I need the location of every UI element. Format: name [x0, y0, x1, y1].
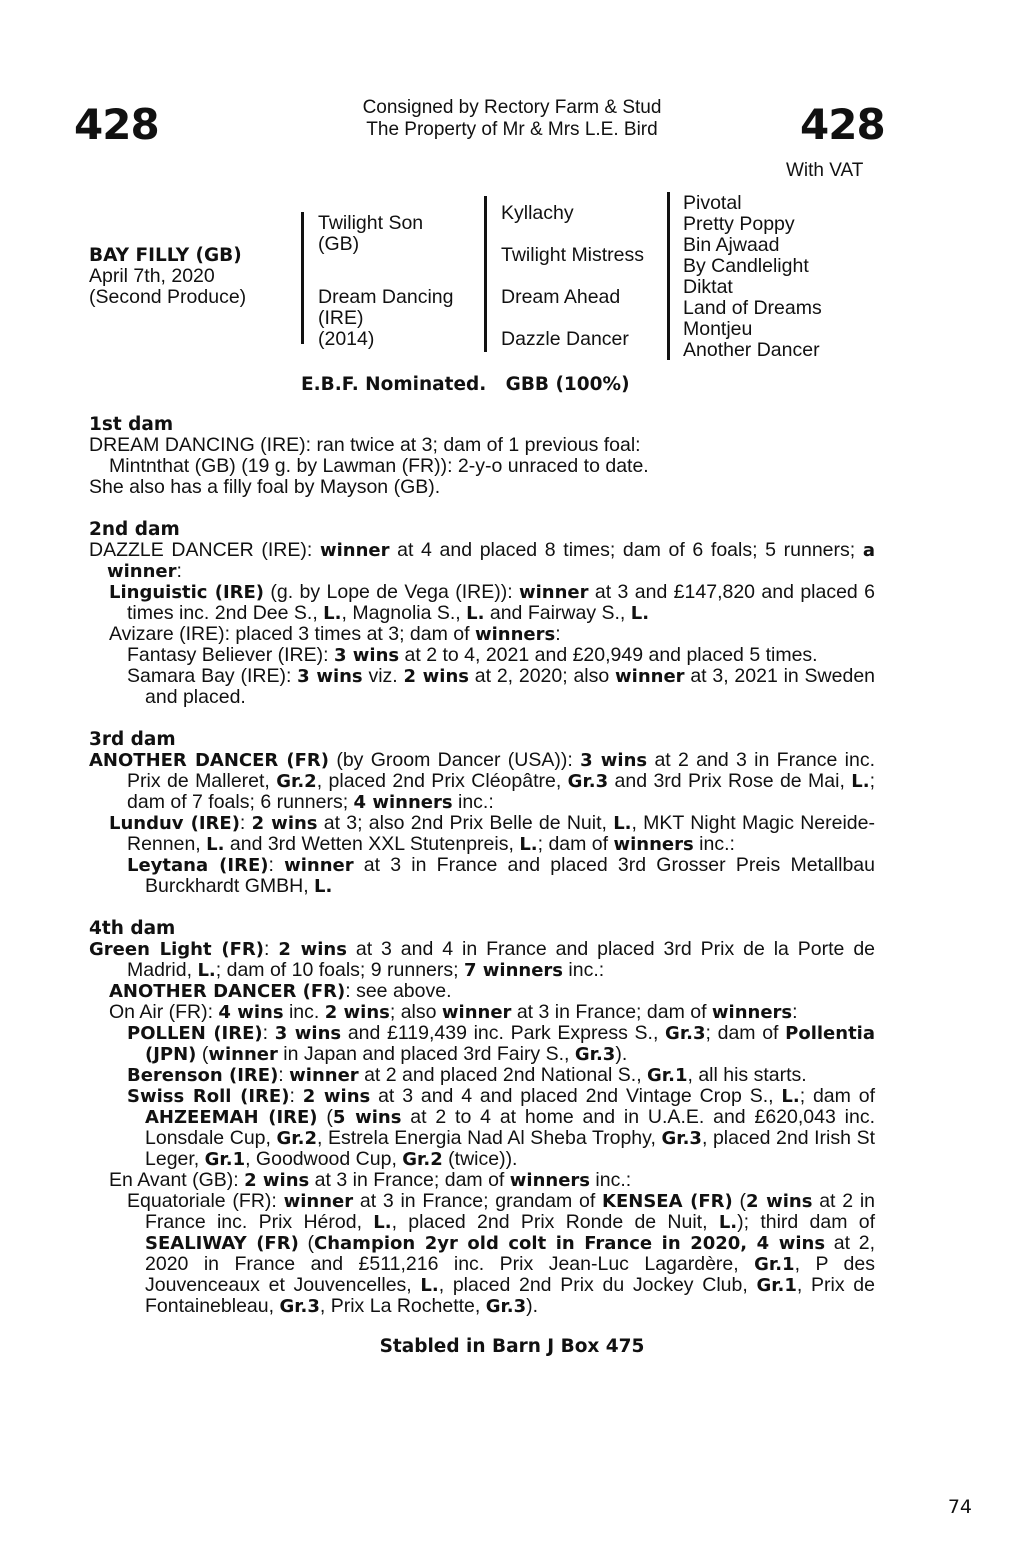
property-of-line: The Property of Mr & Mrs L.E. Bird: [366, 119, 658, 140]
pedigree-divider-3: [667, 192, 670, 360]
second-dam-grandproduce-1: Fantasy Believer (IRE): 3 wins at 2 to 4, 2021 and £20,949 and placed 5 times.: [127, 644, 818, 666]
gg-7: Montjeu: [683, 318, 753, 340]
pedigree-divider-1: [301, 212, 304, 344]
fourth-dam-grandproduce-4: Equatoriale (FR): winner at 3 in France; grandam of KENSEA (FR) (2 wins at 2 in France inc. Prix Hérod, L., placed 2nd Prix Ronde de Nuit, L.); third dam of SEALIWAY (FR) (Champion 2yr old colt in France in 2020, 4 wins at 2, 2020 in France and £511,216 inc. Prix Jean-Luc Lagardère, Gr.1, P des Jouvenceaux et Jouvencelles, L., placed 2nd Prix du Jockey Club, Gr.1, Prix de Fontainebleau, Gr.3, Prix La Rochette, Gr.3).: [127, 1190, 876, 1317]
foaling-date: April 7th, 2020: [89, 265, 215, 287]
great-grandparents: [683, 193, 822, 361]
third-dam-produce-1: Lunduv (IRE): 2 wins at 3; also 2nd Prix Belle de Nuit, L., MKT Night Magic Nereide-Rennen, L. and 3rd Wetten XXL Stutenpreis, L.; dam of winners inc.:: [109, 812, 875, 855]
gg-8: Another Dancer: [683, 339, 820, 361]
third-dam-grandproduce-1: Leytana (IRE): winner at 3 in France and placed 3rd Grosser Preis Metallbau Burckhardt GMBH, L.: [127, 854, 875, 897]
fourth-dam-grandproduce-1: POLLEN (IRE): 3 wins and £119,439 inc. Park Express S., Gr.3; dam of Pollentia (JPN) (winner in Japan and placed 3rd Fairy S., Gr.3).: [127, 1022, 875, 1065]
third-dam-section: [89, 729, 875, 897]
dam-name: [318, 287, 453, 350]
fourth-dam-section: [89, 918, 875, 1317]
fourth-dam-heading: 4th dam: [89, 918, 176, 939]
consigned-by-line: Consigned by Rectory Farm & Stud: [362, 97, 662, 118]
granddam-maternal: Dazzle Dancer: [501, 328, 629, 350]
nominations-line: E.B.F. Nominated. GBB (100%): [301, 374, 630, 395]
catalogue-body: [89, 414, 875, 1317]
third-dam-heading: 3rd dam: [89, 729, 176, 750]
fourth-dam-produce-1: ANOTHER DANCER (FR): see above.: [109, 980, 452, 1002]
grandsire-paternal: Kyllachy: [501, 202, 574, 224]
sire-name: [318, 213, 423, 255]
pedigree-divider-2: [484, 196, 487, 352]
dam-line-2: (IRE): [318, 307, 364, 329]
gg-1: Pivotal: [683, 192, 742, 214]
consignor-block: [302, 97, 722, 141]
gg-4: By Candlelight: [683, 255, 809, 277]
fourth-dam-grandproduce-2: Berenson (IRE): winner at 2 and placed 2nd National S., Gr.1, all his starts.: [127, 1064, 807, 1086]
gg-6: Land of Dreams: [683, 297, 822, 319]
horse-block: [89, 245, 246, 308]
fourth-dam-entry: Green Light (FR): 2 wins at 3 and 4 in France and placed 3rd Prix de la Porte de Madrid, L.; dam of 10 foals; 9 runners; 7 winners inc.:: [89, 938, 876, 981]
second-dam-section: [89, 519, 875, 708]
sire-line-2: (GB): [318, 233, 360, 255]
second-dam-produce-2: Avizare (IRE): placed 3 times at 3; dam of winners:: [109, 623, 561, 645]
gg-3: Bin Ajwaad: [683, 234, 780, 256]
stabled-location: Stabled in Barn J Box 475: [379, 1336, 645, 1357]
produce-note: (Second Produce): [89, 286, 247, 308]
first-dam-section: [89, 414, 875, 498]
second-dam-grandproduce-2: Samara Bay (IRE): 3 wins viz. 2 wins at 2, 2020; also winner at 3, 2021 in Sweden and placed.: [127, 665, 876, 708]
granddam-paternal: Twilight Mistress: [501, 244, 645, 266]
horse-name: BAY FILLY (GB): [89, 245, 242, 266]
grandsire-maternal: Dream Ahead: [501, 286, 621, 308]
page-number: 74: [947, 1496, 972, 1518]
dam-line-3: (2014): [318, 328, 375, 350]
gg-2: Pretty Poppy: [683, 213, 795, 235]
fourth-dam-produce-3: En Avant (GB): 2 wins at 3 in France; dam of winners inc.:: [109, 1169, 632, 1191]
first-dam-line: DREAM DANCING (IRE): ran twice at 3; dam of 1 previous foal:: [89, 434, 641, 456]
vat-label: With VAT: [786, 160, 864, 181]
sire-line-1: Twilight Son: [318, 212, 424, 234]
lot-number-left: 428: [74, 100, 159, 149]
fourth-dam-grandproduce-3: Swiss Roll (IRE): 2 wins at 3 and 4 and placed 2nd Vintage Crop S., L.; dam of AHZEEMAH (IRE) (5 wins at 2 to 4 at home and in U.A.E. and £620,043 inc. Lonsdale Cup, Gr.2, Estrela Energia Nad Al Sheba Trophy, Gr.3, placed 2nd Irish St Leger, Gr.1, Goodwood Cup, Gr.2 (twice)).: [127, 1085, 876, 1170]
lot-number-right: 428: [800, 100, 885, 149]
third-dam-entry: ANOTHER DANCER (FR) (by Groom Dancer (USA)): 3 wins at 2 and 3 in France inc. Prix de Malleret, Gr.2, placed 2nd Prix Cléopâtre, Gr.3 and 3rd Prix Rose de Mai, L.; dam of 7 foals; 6 runners; 4 winners inc.:: [89, 749, 875, 813]
first-dam-foal: Mintnthat (GB) (19 g. by Lawman (FR)): 2-y-o unraced to date.: [109, 455, 649, 477]
gg-5: Diktat: [683, 276, 733, 298]
first-dam-heading: 1st dam: [89, 414, 174, 435]
second-dam-entry: DAZZLE DANCER (IRE): winner at 4 and placed 8 times; dam of 6 foals; 5 runners; a winner:: [89, 539, 875, 582]
second-dam-produce-1: Linguistic (IRE) (g. by Lope de Vega (IRE)): winner at 3 and £147,820 and placed 6 times inc. 2nd Dee S., L., Magnolia S., L. and Fairway S., L.: [109, 581, 876, 624]
first-dam-note: She also has a filly foal by Mayson (GB).: [89, 476, 441, 498]
second-dam-heading: 2nd dam: [89, 519, 180, 540]
dam-line-1: Dream Dancing: [318, 286, 454, 308]
fourth-dam-produce-2: On Air (FR): 4 wins inc. 2 wins; also winner at 3 in France; dam of winners:: [109, 1001, 798, 1023]
